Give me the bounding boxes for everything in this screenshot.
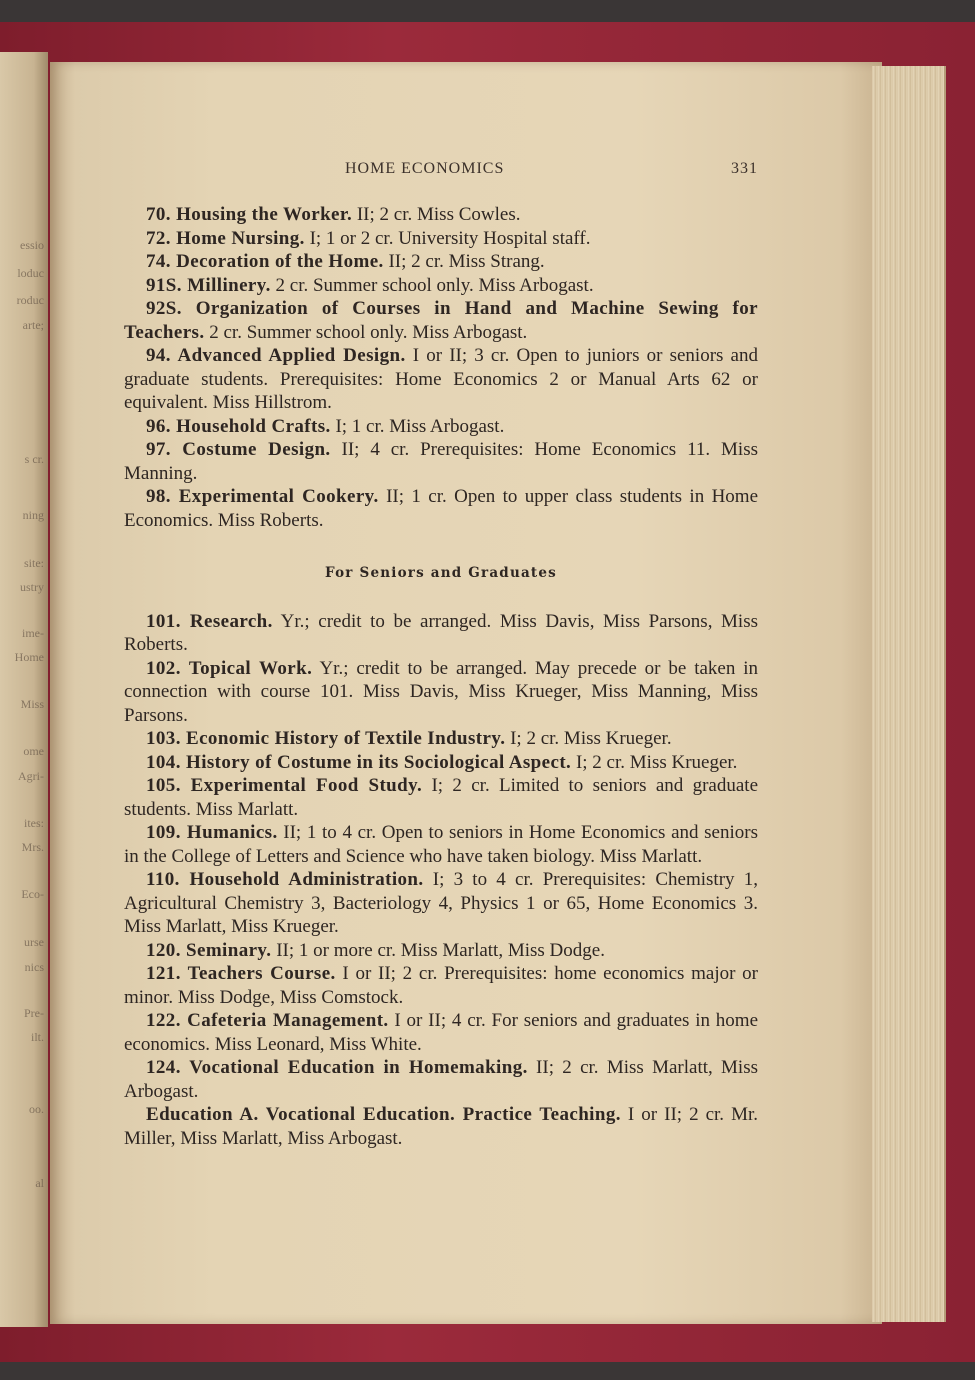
course-title: Costume Design.: [182, 439, 331, 460]
left-page-fragment: Agri-: [18, 769, 44, 783]
course-title: Decoration of the Home.: [176, 251, 384, 272]
left-page-fragment: ilt.: [30, 1030, 44, 1044]
left-page-fragment: al: [35, 1176, 44, 1190]
left-page-fragment: oo.: [29, 1102, 44, 1116]
left-page-fragment: ime-: [22, 626, 44, 640]
course-details: I or II; 3 cr. Open to juniors or seniors and graduate students. Prerequisites: Home Economics 2 or Manual Arts 62 or equivalent. Miss Hillstrom.: [124, 345, 758, 413]
course-details: I or II; 4 cr. For seniors and graduates in home economics. Miss Leonard, Miss White.: [124, 1010, 759, 1055]
course-title: Millinery.: [187, 274, 271, 296]
course-number: 92S.: [146, 298, 182, 319]
course-heading: [146, 486, 379, 507]
course-title: Experimental Food Study.: [190, 775, 423, 796]
course-details: II; 1 to 4 cr. Open to seniors in Home Economics and seniors in the College of Letters and Science who have taken biology. Miss Marlatt.: [124, 822, 758, 867]
page-number: 331: [731, 160, 758, 177]
course-entry: [124, 657, 758, 728]
course-heading: [146, 204, 352, 225]
left-page-fragment: roduc: [16, 293, 44, 307]
left-page-fragment: Miss: [20, 697, 44, 711]
course-number: 70.: [146, 204, 171, 225]
course-title: Housing the Worker.: [176, 204, 353, 225]
course-number: 91S.: [146, 274, 182, 296]
left-page-fragment: ustry: [20, 580, 44, 594]
course-entry: [124, 821, 758, 868]
course-number: 110.: [146, 869, 180, 890]
page-block-edge: [872, 66, 946, 1322]
course-details: I; 2 cr. Miss Krueger.: [510, 728, 672, 749]
course-details: I or II; 2 cr. Mr. Miller, Miss Marlatt, Miss Arbogast.: [124, 1104, 758, 1149]
running-head-title: HOME ECONOMICS: [345, 160, 505, 177]
course-entry: [124, 438, 758, 485]
course-title: Seminary.: [186, 939, 272, 961]
course-details: I; 1 or 2 cr. University Hospital staff.: [309, 227, 591, 249]
course-entry: [124, 203, 758, 227]
course-heading: [146, 1010, 389, 1031]
course-number: 121.: [146, 963, 181, 984]
course-heading: [146, 251, 384, 272]
course-number: 102.: [146, 657, 181, 679]
course-details: II; 2 cr. Miss Marlatt, Miss Arbogast.: [124, 1057, 758, 1102]
course-heading: [146, 228, 305, 249]
course-entry: [124, 727, 758, 751]
left-page-edge: [0, 52, 48, 1327]
left-page-fragment: ning: [22, 508, 44, 522]
course-title: Topical Work.: [188, 657, 313, 679]
course-entry: [124, 250, 758, 274]
course-number: 101.: [146, 610, 181, 632]
left-page-fragment: ome: [23, 744, 44, 758]
course-heading: [146, 728, 505, 749]
course-entry: [124, 610, 758, 657]
course-number: 120.: [146, 939, 181, 961]
left-page-fragment: urse: [24, 935, 44, 949]
course-title: Teachers Course.: [187, 963, 336, 984]
course-title: Economic History of Textile Industry.: [186, 728, 506, 749]
course-heading: [146, 275, 271, 296]
course-details: 2 cr. Summer school only. Miss Arbogast.: [275, 274, 594, 296]
course-entry: [124, 274, 758, 298]
course-title: Vocational Education in Homemaking.: [189, 1057, 528, 1078]
course-number: 72.: [146, 227, 171, 249]
course-title: Cafeteria Management.: [187, 1010, 389, 1031]
course-details: I; 2 cr. Miss Krueger.: [575, 751, 738, 773]
left-page-fragment: ites:: [24, 816, 44, 830]
course-entry: [124, 1056, 758, 1103]
left-page-fragment: loduc: [17, 266, 44, 280]
left-page-fragment: Pre-: [24, 1006, 44, 1020]
course-details: II; 2 cr. Miss Strang.: [388, 251, 545, 272]
course-title: Household Crafts.: [176, 415, 331, 437]
course-number: 105.: [146, 775, 181, 796]
course-details: II; 2 cr. Miss Cowles.: [356, 204, 521, 225]
course-entry: [124, 774, 758, 821]
course-heading: [146, 822, 278, 843]
course-title: Organization of Courses in Hand and Machine Sewing for Teachers.: [124, 298, 758, 343]
course-details: I; 3 to 4 cr. Prerequisites: Chemistry 1, Agricultural Chemistry 3, Bacteriology 4, Physics 1 or 65, Home Economics 3. Miss Marlatt, Miss Krueger.: [124, 869, 758, 937]
course-entry: [124, 485, 758, 532]
course-number: 96.: [146, 415, 171, 437]
left-page-fragment: site:: [24, 556, 44, 570]
course-details: II; 1 or more cr. Miss Marlatt, Miss Dodge.: [276, 939, 605, 961]
left-page-fragment: Eco-: [21, 887, 44, 901]
course-entry: [124, 751, 758, 775]
course-details: Yr.; credit to be arranged. Miss Davis, Miss Parsons, Miss Roberts.: [124, 610, 758, 655]
course-title: Experimental Cookery.: [178, 486, 379, 507]
section-heading: For Seniors and Graduates: [325, 565, 557, 581]
course-heading: [146, 1057, 528, 1078]
course-title: Vocational Education. Practice Teaching.: [265, 1104, 621, 1125]
course-details: 2 cr. Summer school only. Miss Arbogast.: [209, 321, 528, 343]
course-title: Home Nursing.: [176, 227, 305, 249]
left-page-fragment: nics: [24, 960, 44, 974]
course-entry: [124, 344, 758, 415]
course-entry: [124, 962, 758, 1009]
course-details: I or II; 2 cr. Prerequisites: home economics major or minor. Miss Dodge, Miss Comstock.: [124, 963, 758, 1008]
courses-general: [124, 203, 758, 532]
course-title: Advanced Applied Design.: [177, 345, 406, 366]
course-number: 124.: [146, 1057, 181, 1078]
course-title: Household Administration.: [189, 869, 424, 890]
course-title: History of Costume in its Sociological Aspect.: [186, 751, 572, 773]
course-heading: [146, 869, 424, 890]
course-number: 104.: [146, 751, 181, 773]
course-details: I; 2 cr. Limited to seniors and graduate students. Miss Marlatt.: [124, 775, 758, 820]
course-details: II; 1 cr. Open to upper class students in Home Economics. Miss Roberts.: [124, 486, 759, 531]
left-page-fragment: Mrs.: [21, 840, 44, 854]
running-head: [120, 160, 760, 182]
course-entry: [124, 1103, 758, 1150]
course-title: Research.: [189, 610, 273, 632]
course-heading: [146, 752, 571, 773]
course-details: II; 4 cr. Prerequisites: Home Economics 11. Miss Manning.: [124, 439, 759, 484]
course-entry: [124, 939, 758, 963]
course-number: Education A.: [146, 1104, 259, 1125]
course-number: 94.: [146, 345, 171, 366]
course-heading: [146, 416, 331, 437]
left-page-fragment: s cr.: [24, 452, 44, 466]
course-number: 97.: [146, 439, 171, 460]
course-entry: [124, 415, 758, 439]
course-number: 109.: [146, 822, 181, 843]
course-entry: [124, 868, 758, 939]
course-heading: [146, 345, 406, 366]
course-entry: [124, 227, 758, 251]
course-number: 74.: [146, 251, 171, 272]
course-number: 98.: [146, 486, 171, 507]
course-heading: [146, 1104, 621, 1125]
left-page-fragment: Home: [14, 650, 44, 664]
course-listing: [124, 203, 758, 1150]
courses-seniors-graduates: [124, 610, 758, 1151]
course-heading: [146, 775, 422, 796]
course-number: 122.: [146, 1010, 181, 1031]
left-page-fragment: essio: [20, 238, 44, 252]
course-heading: [146, 963, 336, 984]
left-page-fragment: arte;: [22, 318, 44, 332]
course-details: I; 1 cr. Miss Arbogast.: [335, 415, 505, 437]
course-title: Humanics.: [186, 822, 278, 843]
course-entry: [124, 297, 758, 344]
course-entry: [124, 1009, 758, 1056]
course-heading: [146, 611, 273, 632]
course-details: Yr.; credit to be arranged. May precede or be taken in connection with course 101. Miss Davis, Miss Krueger, Miss Manning, Miss Parsons.: [124, 657, 759, 726]
course-heading: [146, 439, 331, 460]
course-heading: [146, 658, 312, 679]
course-number: 103.: [146, 728, 181, 749]
course-heading: [146, 940, 271, 961]
